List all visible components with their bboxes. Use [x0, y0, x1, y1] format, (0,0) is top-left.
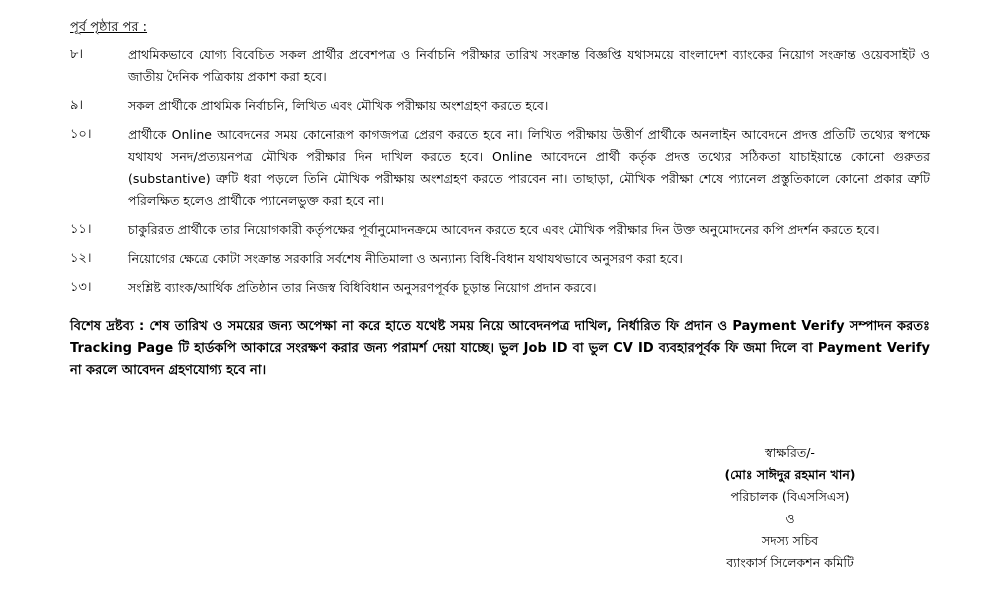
- signatory-title: পরিচালক (বিএসসিএস): [730, 489, 850, 504]
- list-item: [60, 95, 930, 117]
- committee-name: ব্যাংকার্স সিলেকশন কমিটি: [726, 555, 854, 570]
- special-note: বিশেষ দ্রষ্টব্য : শেষ তারিখ ও সময়ের জন্য অপেক্ষা না করে হাতে যথেষ্ট সময় নিয়ে আবেদনপত্র দাখিল, নির্ধারিত ফি প্রদান ও Payment Verify সম্পাদন করতঃ Tracking Page টি হার্ডকপি আকারে সংরক্ষণ করার জন্য পরামর্শ দেয়া যাচ্ছে। ভুল Job ID বা ভুল CV ID ব্যবহারপূর্বক ফি জমা দিলে বা Payment Verify না করলে আবেদন গ্রহণযোগ্য হবে না।: [70, 319, 930, 378]
- signatory-name: (মোঃ সাঈদুর রহমান খান): [724, 467, 856, 482]
- list-item: [60, 219, 930, 241]
- item-number: ১২।: [70, 251, 92, 266]
- instruction-list: [60, 44, 930, 306]
- signatory-role: সদস্য সচিব: [761, 533, 819, 548]
- item-text: প্রার্থীকে Online আবেদনের সময় কোনোরূপ কাগজপত্র প্রেরণ করতে হবে না। লিখিত পরীক্ষায় উত্তীর্ণ প্রার্থীকে অনলাইন আবেদনে প্রদত্ত প্রতিটি তথ্যের স্বপক্ষে যথাযথ সনদ/প্রত্যয়নপত্র মৌখিক পরীক্ষার দিন দাখিল করতে হবে। Online আবেদনে প্রার্থী কর্তৃক প্রদত্ত তথ্যের সঠিকতা যাচাইয়ান্তে কোনো গুরুতর (substantive) ত্রুটি ধরা পড়লে তিনি মৌখিক পরীক্ষায় অংশগ্রহণ করতে পারবেন না। তাছাড়া, মৌখিক পরীক্ষা শেষে প্যানেল প্রস্তুতিকালে কোনো প্রকার ত্রুটি পরিলক্ষিত হলেও প্রার্থীকে প্যানেলভুক্ত করা হবে না।: [128, 127, 930, 208]
- item-number: ১১।: [70, 222, 92, 237]
- list-item: [60, 277, 930, 299]
- signed-mark: স্বাক্ষরিত/-: [765, 445, 815, 460]
- list-item: [60, 124, 930, 212]
- signature-block: [690, 442, 890, 574]
- item-number: ১০।: [70, 127, 92, 142]
- conjunction: ও: [785, 511, 795, 526]
- item-text: সকল প্রার্থীকে প্রাথমিক নির্বাচনি, লিখিত এবং মৌখিক পরীক্ষায় অংশগ্রহণ করতে হবে।: [128, 98, 549, 113]
- item-number: ৯।: [70, 98, 84, 113]
- list-item: [60, 248, 930, 270]
- item-text: নিয়োগের ক্ষেত্রে কোটা সংক্রান্ত সরকারি সর্বশেষ নীতিমালা ও অন্যান্য বিধি-বিধান যথাযথভাবে অনুসরণ করা হবে।: [128, 251, 683, 266]
- item-number: ৮।: [70, 47, 84, 62]
- list-item: [60, 44, 930, 88]
- item-text: প্রাথমিকভাবে যোগ্য বিবেচিত সকল প্রার্থীর প্রবেশপত্র ও নির্বাচনি পরীক্ষার তারিখ সংক্রান্ত বিজ্ঞপ্তি যথাসময়ে বাংলাদেশ ব্যাংকের নিয়োগ সংক্রান্ত ওয়েবসাইট ও জাতীয় দৈনিক পত্রিকায় প্রকাশ করা হবে।: [128, 47, 930, 84]
- item-text: চাকুরিরত প্রার্থীকে তার নিয়োগকারী কর্তৃপক্ষের পূর্বানুমোদনক্রমে আবেদন করতে হবে এবং মৌখিক পরীক্ষার দিন উক্ত অনুমোদনের কপি প্রদর্শন করতে হবে।: [128, 222, 880, 237]
- item-number: ১৩।: [70, 280, 92, 295]
- item-text: সংশ্লিষ্ট ব্যাংক/আর্থিক প্রতিষ্ঠান তার নিজস্ব বিধিবিধান অনুসরণপূর্বক চূড়ান্ত নিয়োগ প্রদান করবে।: [128, 280, 597, 295]
- continued-header: পূর্ব পৃষ্ঠার পর :: [70, 20, 148, 35]
